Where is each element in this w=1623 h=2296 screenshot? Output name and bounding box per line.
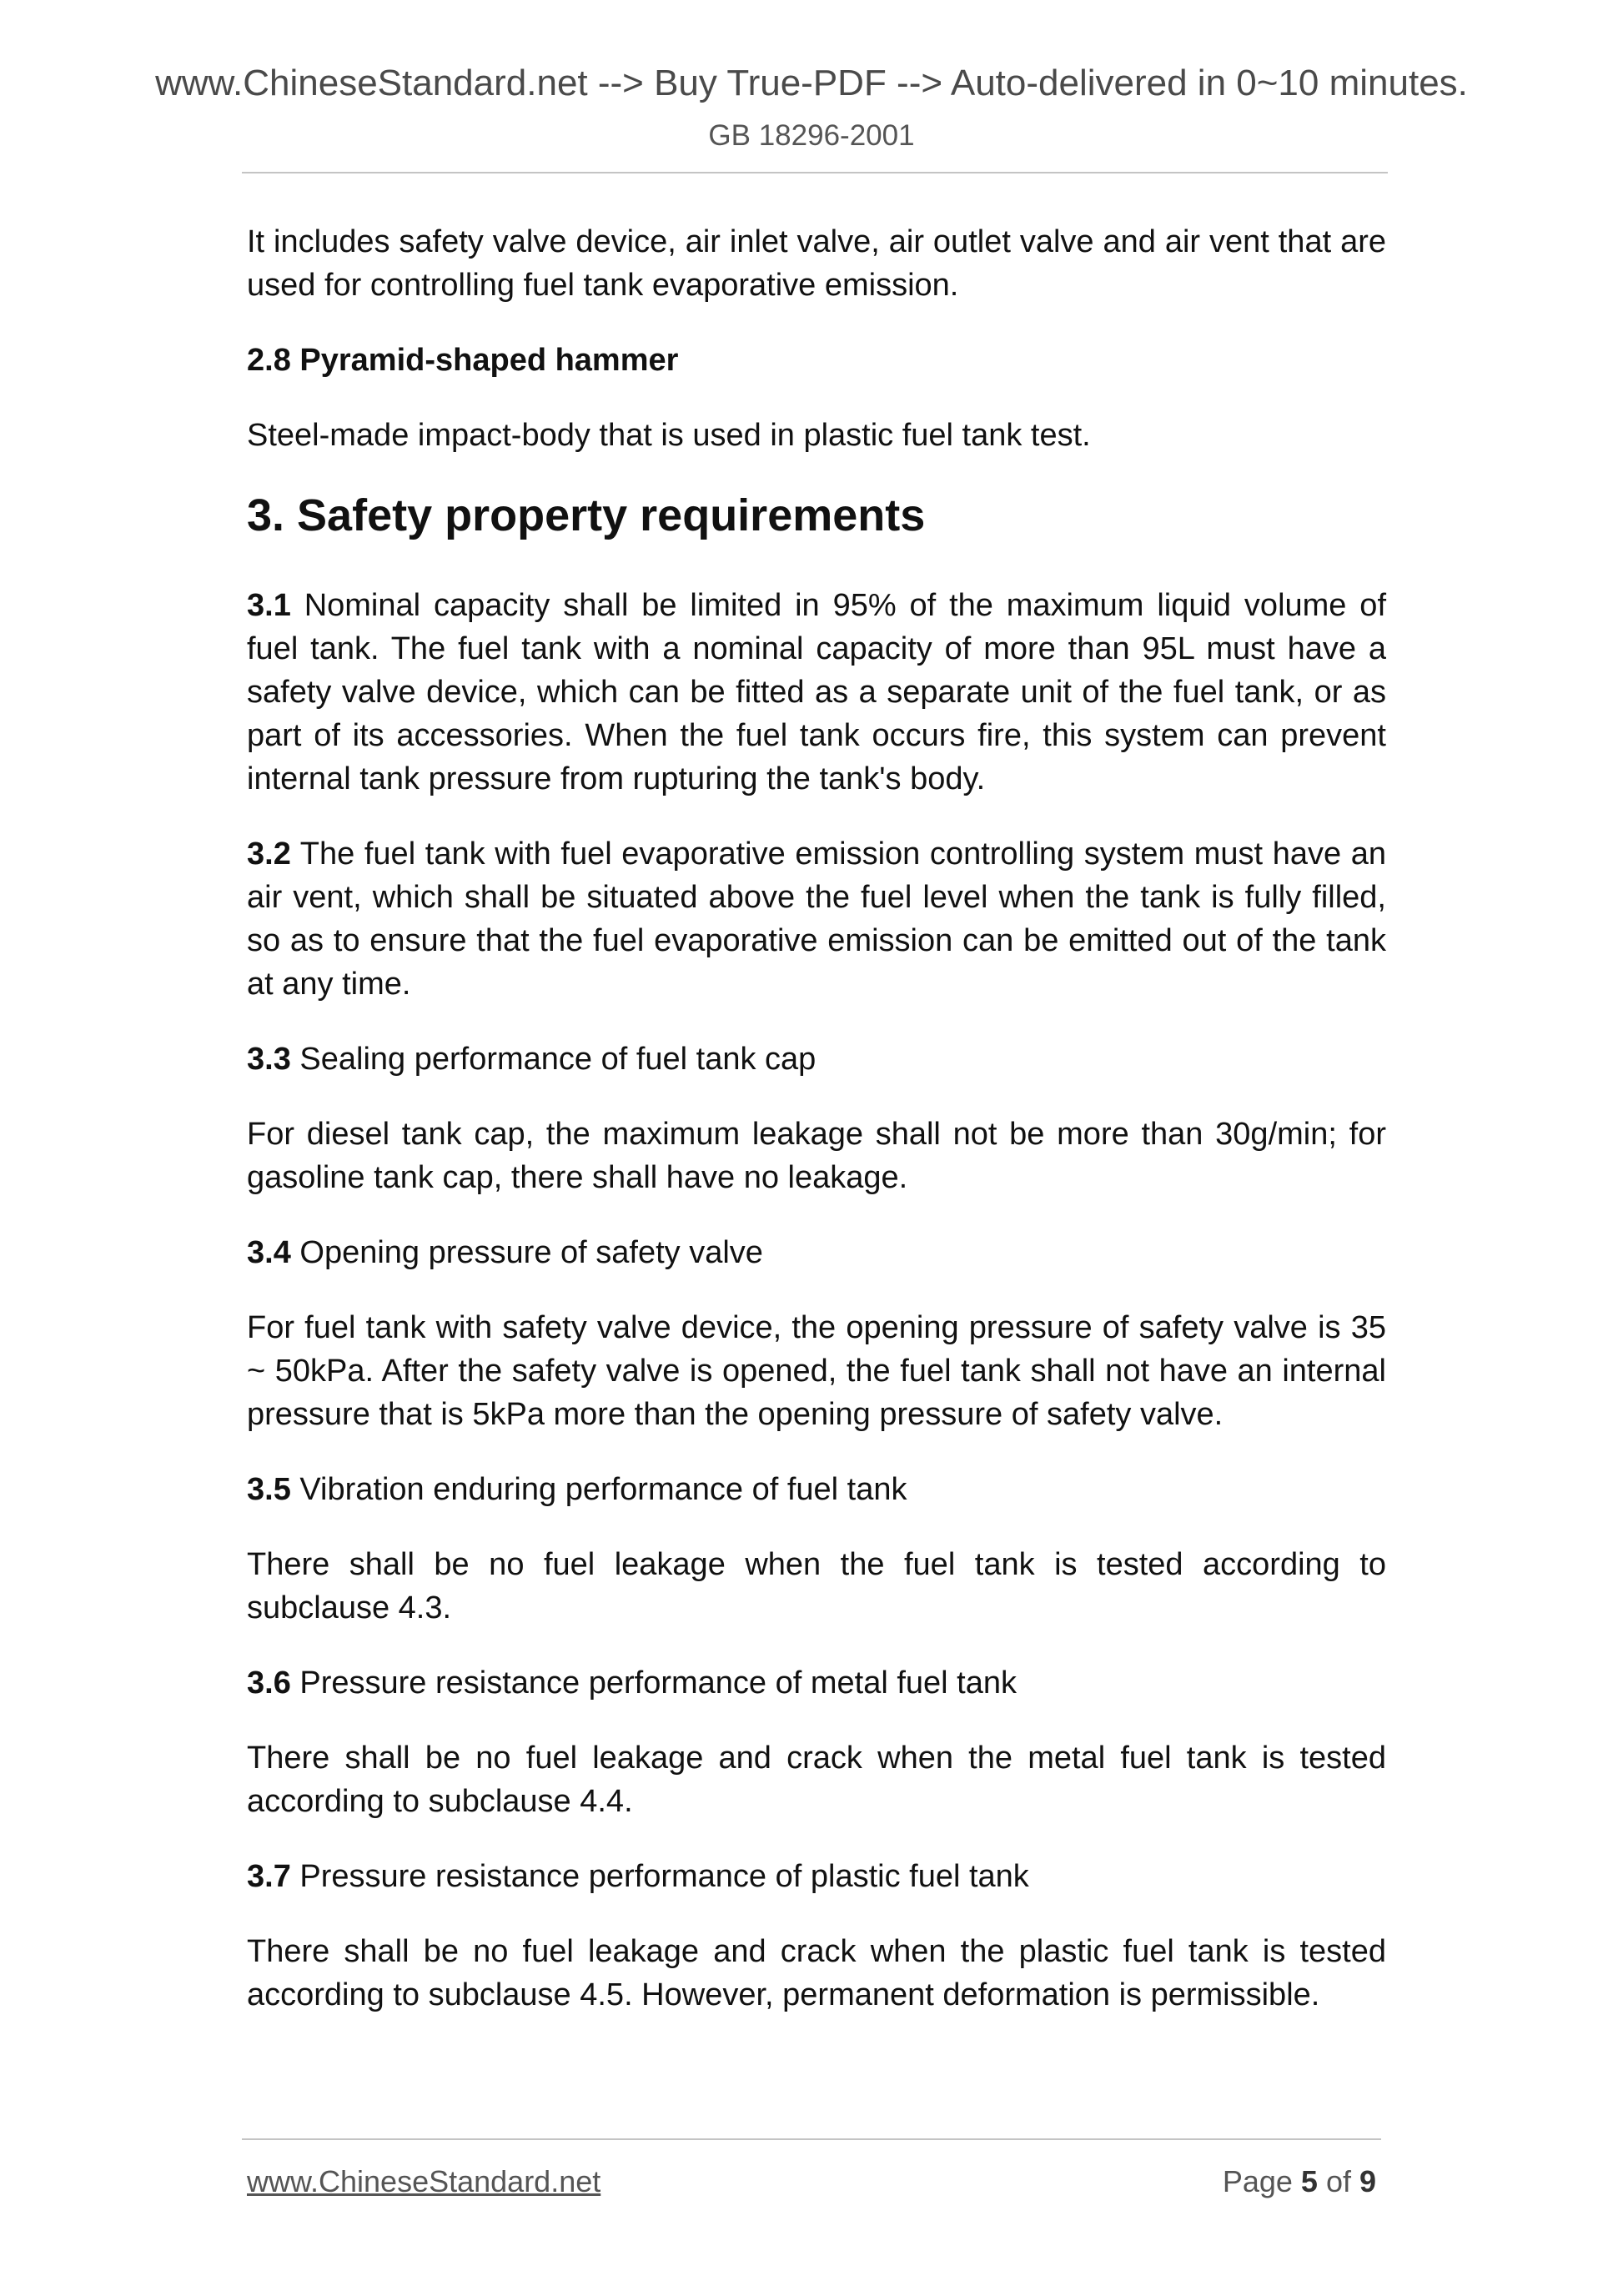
clause-3-7-number: 3.7 — [247, 1859, 291, 1894]
clause-3-1-number: 3.1 — [247, 588, 291, 623]
intro-paragraph: It includes safety valve device, air inlet valve, air outlet valve and air vent that are used for controlling fuel tank evaporative emission. — [247, 224, 1386, 303]
clause-2-8-heading: 2.8 Pyramid-shaped hammer — [247, 343, 679, 378]
footer-divider — [242, 2138, 1381, 2140]
clause-3-5-title-text: Vibration enduring performance of fuel tank — [290, 1472, 907, 1507]
clause-3-6-title — [247, 1661, 1386, 1705]
clause-3-2 — [247, 832, 1386, 1006]
clause-3-3-text: For diesel tank cap, the maximum leakage shall not be more than 30g/min; for gasoline tank cap, there shall have no leakage. — [247, 1117, 1386, 1195]
clause-3-6-number: 3.6 — [247, 1665, 291, 1701]
clause-3-3-number: 3.3 — [247, 1042, 291, 1077]
clause-3-1 — [247, 584, 1386, 801]
page-current: 5 — [1300, 2164, 1318, 2198]
document-body — [247, 220, 1386, 2048]
clause-3-7-title-text: Pressure resistance performance of plastic fuel tank — [290, 1859, 1029, 1894]
clause-3-3-title-text: Sealing performance of fuel tank cap — [290, 1042, 817, 1077]
page-total: 9 — [1359, 2164, 1376, 2198]
header-divider — [242, 172, 1388, 173]
clause-3-3-title — [247, 1037, 1386, 1081]
clause-3-4-title-text: Opening pressure of safety valve — [290, 1235, 763, 1270]
standard-code: GB 18296-2001 — [708, 119, 915, 152]
clause-3-5-title — [247, 1468, 1386, 1511]
clause-3-7-title — [247, 1855, 1386, 1898]
clause-3-7-text: There shall be no fuel leakage and crack when the plastic fuel tank is tested according to subclause 4.5. However, permanent deformation is permissible. — [247, 1934, 1386, 2012]
clause-3-4-title — [247, 1231, 1386, 1274]
page-number — [1222, 2164, 1376, 2198]
clause-3-4-number: 3.4 — [247, 1235, 291, 1270]
section-3-heading: 3. Safety property requirements — [247, 490, 926, 540]
clause-3-6-title-text: Pressure resistance performance of metal fuel tank — [290, 1665, 1018, 1701]
page-prefix: Page — [1222, 2164, 1301, 2198]
header-banner: www.ChineseStandard.net --> Buy True-PDF --> Auto-delivered in 0~10 minutes. — [155, 63, 1468, 103]
page-of: of — [1317, 2164, 1359, 2198]
clause-3-5-text: There shall be no fuel leakage when the fuel tank is tested according to subclause 4.3. — [247, 1547, 1386, 1625]
clause-3-5-number: 3.5 — [247, 1472, 291, 1507]
clause-3-2-text: The fuel tank with fuel evaporative emission controlling system must have an air vent, which shall be situated above the fuel level when the tank is fully filled, so as to ensure that the fuel evaporative emission can be emitted out of the tank at any time. — [247, 837, 1386, 1002]
clause-3-6-text: There shall be no fuel leakage and crack when the metal fuel tank is tested according to subclause 4.4. — [247, 1741, 1386, 1819]
clause-3-1-text: Nominal capacity shall be limited in 95% of the maximum liquid volume of fuel tank. The fuel tank with a nominal capacity of more than 95L must have a safety valve device, which can be fitted as a separate unit of the fuel tank, or as part of its accessories. When the fuel tank occurs fire, this system can prevent internal tank pressure from rupturing the tank's body. — [247, 588, 1386, 796]
clause-3-2-number: 3.2 — [247, 837, 291, 872]
footer-site-link[interactable]: www.ChineseStandard.net — [247, 2164, 601, 2198]
clause-2-8-text: Steel-made impact-body that is used in plastic fuel tank test. — [247, 418, 1091, 453]
clause-3-4-text: For fuel tank with safety valve device, the opening pressure of safety valve is 35 ~ 50kPa. After the safety valve is opened, the fuel tank shall not have an internal pressure that is 5kPa more than the opening pressure of safety valve. — [247, 1310, 1386, 1432]
